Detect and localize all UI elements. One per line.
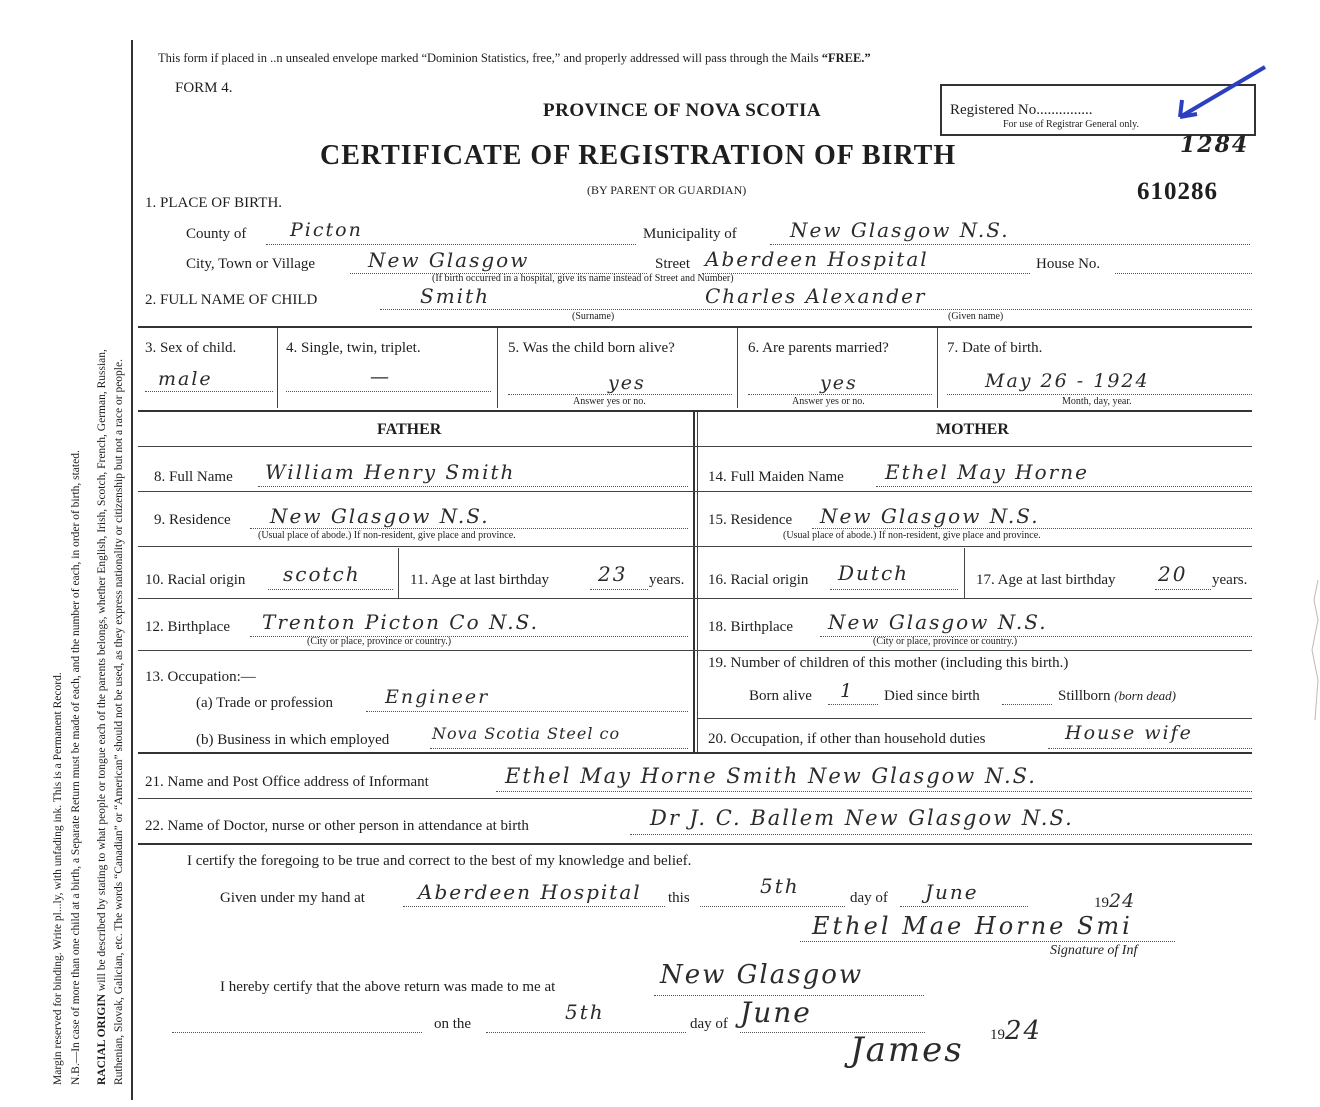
- registrar-statement: I hereby certify that the above return was made to me at: [220, 979, 556, 995]
- mother-heading: MOTHER: [936, 421, 1009, 438]
- parents-married-line: [748, 394, 932, 395]
- father-age-label: 11. Age at last birthday: [410, 572, 549, 588]
- mother-birthplace-caption: (City or place, province or country.): [873, 636, 1018, 647]
- stillborn-label: [1058, 688, 1176, 705]
- rule-parents-top: [138, 410, 1252, 412]
- father-age-line: [590, 589, 648, 590]
- registered-label: [950, 102, 1092, 119]
- parents-married-value: yes: [820, 372, 858, 394]
- house-label: House No.: [1036, 256, 1101, 272]
- place-of-birth-heading: 1. PLACE OF BIRTH.: [145, 195, 283, 211]
- father-residence-value: New Glasgow N.S.: [270, 504, 490, 528]
- torn-edge-mark: [1300, 580, 1320, 720]
- given-under-hand-label: Given under my hand at: [220, 890, 365, 906]
- mother-age-label: 17. Age at last birthday: [976, 572, 1116, 588]
- mother-birthplace-value: New Glasgow N.S.: [828, 610, 1048, 634]
- trade-label: (a) Trade or profession: [196, 695, 334, 711]
- rule-row-21: [138, 798, 1252, 799]
- registered-number-handwritten: 1284: [1180, 132, 1250, 158]
- certification-statement: I certify the foregoing to be true and correct to the best of my knowledge and belief.: [187, 853, 692, 869]
- given-place-value: Aberdeen Hospital: [418, 880, 642, 904]
- plurality-label: 4. Single, twin, triplet.: [286, 340, 421, 356]
- sex-label: 3. Sex of child.: [145, 340, 237, 356]
- mother-name-line: [876, 486, 1252, 487]
- registrar-year-label: [990, 1016, 1042, 1046]
- business-line: [430, 748, 688, 749]
- given-name-caption: (Given name): [948, 311, 1004, 322]
- rule-row-21-top: [138, 752, 1252, 754]
- parents-married-caption: Answer yes or no.: [792, 396, 865, 407]
- cert-year-label: [1094, 890, 1135, 912]
- born-alive-line: [508, 394, 732, 395]
- rule-row-10: [138, 598, 1252, 599]
- divider-6-7: [937, 328, 938, 408]
- mother-occupation-value: House wife: [1065, 722, 1193, 744]
- business-label: (b) Business in which employed: [196, 732, 390, 748]
- registrar-note: For use of Registrar General only.: [1003, 119, 1139, 130]
- registrar-place-value: New Glasgow: [660, 960, 864, 990]
- father-residence-line: [250, 528, 688, 529]
- mother-age-value: 20: [1158, 562, 1188, 586]
- father-racial-label: 10. Racial origin: [145, 572, 246, 588]
- mother-racial-value: Dutch: [838, 561, 910, 585]
- born-alive-count-line: [828, 704, 878, 705]
- father-age-value: 23: [598, 562, 628, 586]
- informant-line: [496, 791, 1252, 792]
- child-given-name: Charles Alexander: [705, 284, 927, 308]
- rule-row-22: [138, 843, 1252, 845]
- postal-note: [158, 51, 871, 66]
- occupation-label: 13. Occupation:—: [145, 669, 256, 685]
- mother-name-label: 14. Full Maiden Name: [708, 469, 844, 485]
- cert-day-line: [700, 906, 845, 907]
- father-birthplace-caption: (City or place, province or country.): [307, 636, 452, 647]
- check-arrow-icon: [1170, 62, 1270, 132]
- stillborn-caption: (born dead): [1114, 688, 1177, 703]
- mother-racial-age-divider: [964, 548, 965, 598]
- parents-center-divider-inner: [697, 412, 698, 752]
- margin-note-3-text: will be described by stating to what people or tongue each of the parents belongs, whether English, Irish, Scotch, French, German, Russian,: [96, 349, 108, 992]
- born-alive-count-value: 1: [840, 680, 855, 702]
- postal-note-post: unsealed envelope marked “Dominion Statistics, free,” and properly addressed will pass through the Mails: [285, 51, 819, 65]
- house-line: [1115, 273, 1252, 274]
- cert-year-prefix: 19: [1094, 895, 1109, 911]
- county-label: County of: [186, 226, 247, 242]
- father-name-value: William Henry Smith: [265, 460, 516, 484]
- informant-signature-line: [800, 941, 1175, 942]
- margin-note-2: N.B.—In case of more than one child at a birth, a Separate Return must be made of each, and the number of each, in order of birth, stated.: [70, 450, 82, 1085]
- left-border: [131, 40, 133, 1100]
- surname-caption: (Surname): [572, 311, 615, 322]
- died-since-birth-label: Died since birth: [884, 688, 980, 704]
- rule-after-headings: [138, 446, 1252, 447]
- mother-racial-line: [830, 589, 958, 590]
- municipality-line: [770, 244, 1250, 245]
- father-racial-line: [268, 589, 393, 590]
- registrar-day-line: [486, 1032, 686, 1033]
- stillborn-label-text: Stillborn: [1058, 688, 1111, 704]
- postal-note-gap: ..n: [270, 51, 283, 65]
- rule-row-19: [697, 718, 1252, 719]
- registrar-day-of-label: day of: [690, 1016, 728, 1032]
- informant-value: Ethel May Horne Smith New Glasgow N.S.: [505, 764, 1037, 788]
- document-title: CERTIFICATE OF REGISTRATION OF BIRTH: [320, 140, 957, 171]
- mother-birthplace-label: 18. Birthplace: [708, 619, 793, 635]
- county-line: [266, 244, 636, 245]
- certificate-number: 610286: [1137, 178, 1218, 205]
- doctor-value: Dr J. C. Ballem New Glasgow N.S.: [650, 806, 1074, 830]
- child-name-label: 2. FULL NAME OF CHILD: [145, 292, 318, 308]
- mother-residence-value: New Glasgow N.S.: [820, 504, 1040, 528]
- born-alive-count-label: Born alive: [749, 688, 812, 704]
- plurality-line: [286, 391, 491, 392]
- cert-month-value: June: [925, 880, 979, 904]
- margin-note-3: [96, 349, 108, 1085]
- postal-note-free: “FREE.”: [821, 51, 871, 65]
- mother-residence-label: 15. Residence: [708, 512, 793, 528]
- informant-signature: Ethel Mae Horne Smi: [812, 912, 1133, 940]
- mother-racial-label: 16. Racial origin: [708, 572, 809, 588]
- father-name-line: [258, 486, 688, 487]
- sex-line: [145, 391, 273, 392]
- cert-month-line: [900, 906, 1028, 907]
- street-line: [702, 273, 1030, 274]
- rule-row-12: [138, 650, 1252, 651]
- divider-5-6: [737, 328, 738, 408]
- registrar-month-value: June: [740, 996, 812, 1029]
- registered-label-text: Registered No: [950, 102, 1037, 118]
- date-of-birth-value: May 26 - 1924: [985, 370, 1150, 392]
- doctor-label: 22. Name of Doctor, nurse or other person in attendance at birth: [145, 818, 529, 834]
- rule-row-8: [138, 491, 1252, 492]
- registrar-signature: James: [850, 1030, 964, 1070]
- registered-label-dots: ...............: [1036, 102, 1093, 118]
- father-heading: FATHER: [377, 421, 442, 438]
- margin-note-1: Margin reserved for binding. Write pl...ly, with unfading ink. This is a Permanent Record.: [52, 672, 64, 1085]
- doctor-line: [630, 834, 1252, 835]
- date-of-birth-label: 7. Date of birth.: [947, 340, 1043, 356]
- registrar-year-prefix: 19: [990, 1027, 1005, 1043]
- signature-caption: Signature of Inf: [1050, 943, 1138, 958]
- city-value: New Glasgow: [368, 248, 530, 272]
- trade-value: Engineer: [385, 686, 490, 708]
- mother-occupation-line: [1048, 748, 1252, 749]
- hospital-note: (If birth occurred in a hospital, give its name instead of Street and Number): [432, 273, 734, 284]
- mother-name-value: Ethel May Horne: [885, 460, 1089, 484]
- father-age-unit: years.: [649, 572, 685, 588]
- mother-age-unit: years.: [1212, 572, 1248, 588]
- county-value: Picton: [290, 219, 363, 241]
- business-value: Nova Scotia Steel co: [432, 724, 621, 743]
- date-of-birth-line: [947, 394, 1252, 395]
- registrar-on-the-label: on the: [434, 1016, 472, 1032]
- cert-day-value: 5th: [760, 874, 800, 898]
- parents-center-divider: [693, 412, 695, 752]
- form-number: FORM 4.: [175, 80, 233, 96]
- registrar-day-value: 5th: [565, 1000, 605, 1024]
- street-value: Aberdeen Hospital: [705, 247, 929, 271]
- municipality-value: New Glasgow N.S.: [790, 218, 1010, 242]
- trade-line: [366, 711, 688, 712]
- margin-note-3-bold: RACIAL ORIGIN: [96, 993, 108, 1085]
- city-label: City, Town or Village: [186, 256, 316, 272]
- born-alive-value: yes: [608, 372, 646, 394]
- postal-note-pre: This form if placed in: [158, 51, 267, 65]
- father-racial-age-divider: [398, 548, 399, 598]
- mother-occupation-label: 20. Occupation, if other than household duties: [708, 731, 986, 747]
- children-count-label: 19. Number of children of this mother (including this birth.): [708, 655, 1069, 671]
- mother-age-line: [1155, 589, 1211, 590]
- sex-value: male: [158, 368, 213, 390]
- rule-row-9: [138, 546, 1252, 547]
- date-of-birth-caption: Month, day, year.: [1062, 396, 1132, 407]
- child-surname: Smith: [420, 284, 490, 308]
- divider-4-5: [497, 328, 498, 408]
- given-place-line: [403, 906, 665, 907]
- cert-year-value: 24: [1109, 890, 1136, 912]
- died-since-birth-line: [1002, 704, 1052, 705]
- mother-residence-caption: (Usual place of abode.) If non-resident, give place and province.: [783, 530, 1041, 541]
- registrar-left-line: [172, 1032, 422, 1033]
- informant-label: 21. Name and Post Office address of Informant: [145, 774, 429, 790]
- born-alive-label: 5. Was the child born alive?: [508, 340, 675, 356]
- father-racial-value: scotch: [283, 562, 361, 586]
- cert-day-of-label: day of: [850, 890, 888, 906]
- parents-married-label: 6. Are parents married?: [748, 340, 889, 356]
- father-birthplace-label: 12. Birthplace: [145, 619, 230, 635]
- province-heading: PROVINCE OF NOVA SCOTIA: [543, 100, 822, 121]
- rule-details-top: [138, 326, 1252, 328]
- registrar-year-value: 24: [1005, 1016, 1043, 1046]
- father-birthplace-value: Trenton Picton Co N.S.: [262, 610, 539, 634]
- municipality-label: Municipality of: [643, 226, 737, 242]
- mother-residence-line: [812, 528, 1252, 529]
- father-residence-label: 9. Residence: [154, 512, 231, 528]
- divider-3-4: [277, 328, 278, 408]
- plurality-value: —: [370, 366, 391, 388]
- margin-note-4: Ruthenian, Slovak, Galician, etc. The words “Canadian” or “American” should not be used, as they express nationality or citizenship but not a race or people.: [113, 359, 125, 1085]
- street-label: Street: [655, 256, 690, 272]
- document-subtitle: (BY PARENT OR GUARDIAN): [587, 183, 747, 197]
- this-label: this: [668, 890, 690, 906]
- father-name-label: 8. Full Name: [154, 469, 233, 485]
- born-alive-caption: Answer yes or no.: [573, 396, 646, 407]
- child-name-line: [380, 309, 1252, 310]
- father-residence-caption: (Usual place of abode.) If non-resident, give place and province.: [258, 530, 516, 541]
